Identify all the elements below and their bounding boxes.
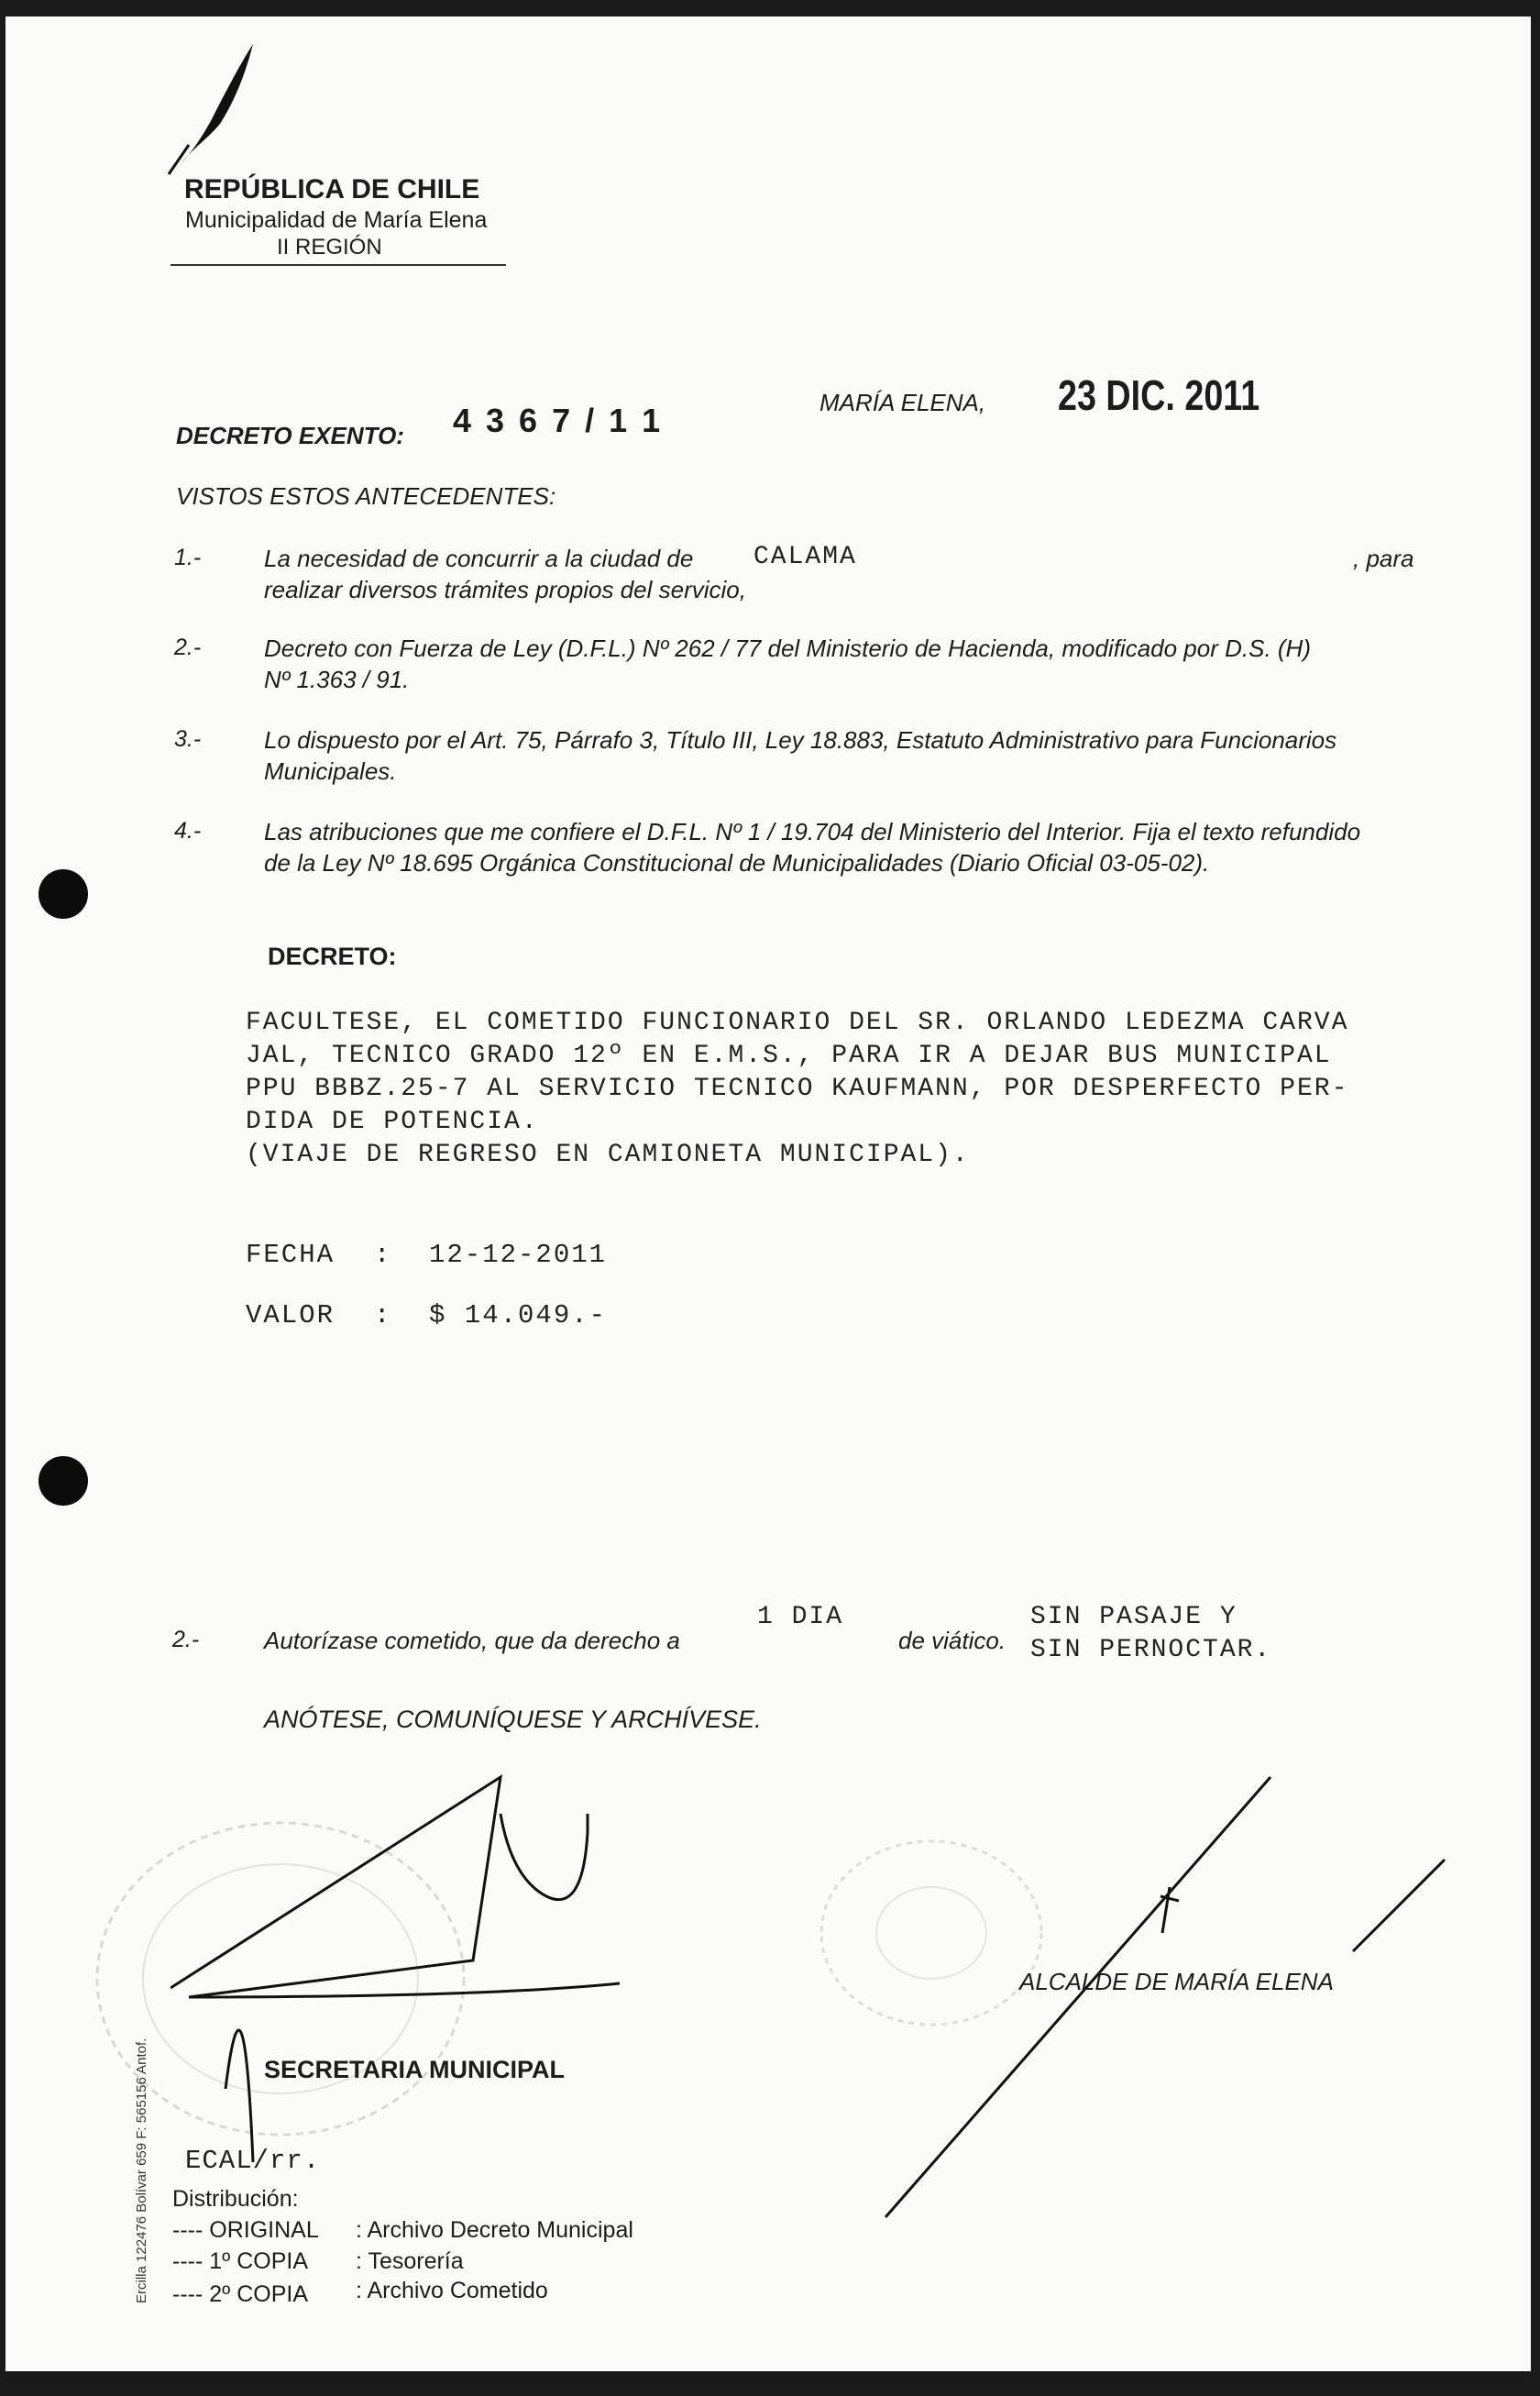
decreto-line: DIDA DE POTENCIA. (246, 1108, 539, 1136)
item-text: Lo dispuesto por el Art. 75, Párrafo 3, Título III, Ley 18.883, Estatuto Administrativo para Funcionarios (264, 726, 1337, 754)
secretary-signature (170, 1759, 647, 2162)
distribution-copy: ---- 1º COPIA (172, 2248, 309, 2274)
header-underline (170, 264, 506, 266)
mayor-signature (867, 1759, 1454, 2236)
mayor-title: ALCALDE DE MARÍA ELENA (1019, 1968, 1334, 1995)
decreto-line: JAL, TECNICO GRADO 12º EN E.M.S., PARA IR A DEJAR BUS MUNICIPAL (246, 1042, 1332, 1070)
decreto-line: (VIAJE DE REGRESO EN CAMIONETA MUNICIPAL). (246, 1141, 970, 1169)
region-label: II REGIÓN (277, 235, 382, 259)
decree-number: 4 3 6 7 / 1 1 (453, 402, 664, 439)
auth-note: SIN PERNOCTAR. (1030, 1636, 1272, 1664)
initials: ECAL/rr. (185, 2146, 321, 2176)
item-text: realizar diversos trámites propios del servicio, (264, 576, 746, 603)
fecha-value: 12-12-2011 (429, 1240, 608, 1270)
punch-hole (38, 869, 88, 919)
item-text: de la Ley Nº 18.695 Orgánica Constitucional de Municipalidades (Diario Oficial 03-05-02). (264, 849, 1210, 877)
municipality-name: Municipalidad de María Elena (185, 207, 488, 233)
decree-date: 23 DIC. 2011 (1058, 371, 1260, 419)
distribution-destination: : Archivo Decreto Municipal (356, 2217, 633, 2243)
secretary-title: SECRETARIA MUNICIPAL (264, 2056, 565, 2083)
auth-viatico: de viático. (898, 1627, 1006, 1654)
decreto-body (246, 1007, 1348, 1172)
auth-days: 1 DIA (757, 1603, 844, 1631)
decreto-line: PPU BBBZ.25-7 AL SERVICIO TECNICO KAUFMANN, POR DESPERFECTO PER- (246, 1075, 1349, 1103)
item-text-tail: , para (1353, 545, 1414, 572)
fecha-label: FECHA (246, 1240, 336, 1270)
item-text: La necesidad de concurrir a la ciudad de (264, 545, 694, 572)
valor-label: VALOR (246, 1300, 336, 1330)
printer-credit: Ercilla 122476 Bolívar 659 F: 565156 Antof. (134, 2037, 149, 2303)
place-label: MARÍA ELENA, (820, 389, 986, 416)
closing-formula: ANÓTESE, COMUNÍQUESE Y ARCHÍVESE. (264, 1706, 762, 1733)
item-number: 1.- (174, 545, 202, 570)
city-name: CALAMA (754, 543, 857, 571)
item-number: 3.- (174, 726, 202, 752)
auth-text: Autorízase cometido, que da derecho a (264, 1627, 680, 1654)
punch-hole (38, 1456, 88, 1506)
country-title: REPÚBLICA DE CHILE (184, 174, 480, 204)
distribution-destination: : Archivo Cometido (356, 2278, 548, 2303)
emblem-mark (161, 37, 262, 183)
distribution-destination: : Tesorería (356, 2248, 464, 2274)
decree-label: DECRETO EXENTO: (176, 422, 404, 449)
item-text: Nº 1.363 / 91. (264, 666, 410, 693)
decreto-heading: DECRETO: (268, 943, 397, 970)
auth-number: 2.- (172, 1627, 200, 1652)
auth-note: SIN PASAJE Y (1030, 1603, 1238, 1631)
item-number: 2.- (174, 635, 202, 660)
item-text: Municipales. (264, 757, 397, 785)
valor-value: $ 14.049.- (429, 1300, 608, 1330)
distribution-heading: Distribución: (172, 2186, 299, 2212)
fecha-colon: : (374, 1240, 392, 1270)
item-text: Decreto con Fuerza de Ley (D.F.L.) Nº 262 / 77 del Ministerio de Hacienda, modificado por D.S. (H) (264, 635, 1311, 662)
distribution-copy: ---- ORIGINAL (172, 2217, 319, 2243)
item-number: 4.- (174, 818, 202, 844)
distribution-copy: ---- 2º COPIA (172, 2281, 309, 2307)
vistos-heading: VISTOS ESTOS ANTECEDENTES: (176, 482, 556, 510)
decreto-line: FACULTESE, EL COMETIDO FUNCIONARIO DEL SR. ORLANDO LEDEZMA CARVA (246, 1009, 1349, 1037)
valor-colon: : (374, 1300, 392, 1330)
document-page (6, 17, 1531, 2371)
item-text: Las atribuciones que me confiere el D.F.L. Nº 1 / 19.704 del Ministerio del Interior. Fija el texto refundido (264, 818, 1361, 845)
